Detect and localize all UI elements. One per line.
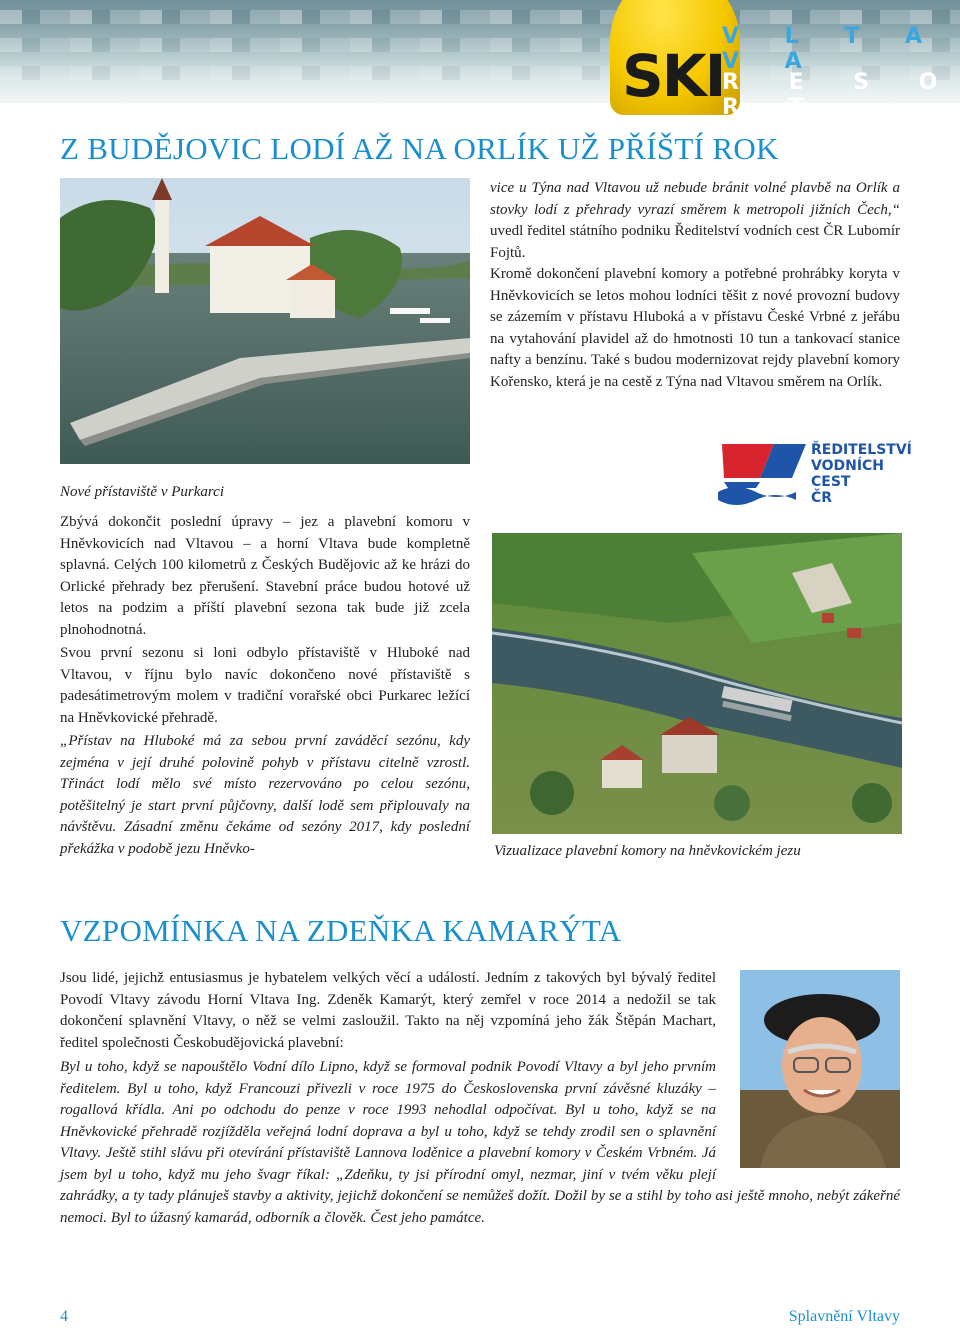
resort-logo-top: V L T A V A [722, 24, 942, 74]
paragraph: Kromě dokončení plavební komory a potřebné prohrábky koryta v Hněvkovicích se letos mohou lodníci těšit z nové provozní budovy se zázemím v přístavu Hluboká a v přístavu České Vrbné z jeřábu na vytahování plavidel až do hmotnosti 10 tun a tankovací stanice nafty a benzínu. Také s budou modernizovat rejdy plavební komory Kořensko, která je na cestě z Týna nad Vltavou směrem na Orlík. [490, 266, 900, 390]
photo1-caption: Nové přístaviště v Purkarci [60, 484, 224, 500]
portrait-wrap-spacer [716, 1057, 900, 1165]
quote-attribution: uvedl ředitel státního podniku Ředitelství vodních cest ČR Lubomír Fojtů. [490, 223, 900, 261]
memorial-quote [60, 1057, 900, 1229]
intro-paragraph: Jsou lidé, jejichž entusiasmus je hybatelem velkých věcí a událostí. Jedním z takových byl bývalý ředitel Povodí Vltavy závodu Horní Vltava Ing. Zdeněk Kamarýt, který zemřel v roce 2014 a nedožil se tak dokončení splavnění Vltavy, o něž se velmi zasloužil. Takto na něj vzpomíná jeho žák Štěpán Machart, ředitel společnosti Českobudějovická plavební: [60, 970, 716, 1051]
memorial-text [60, 968, 716, 1054]
photo2-caption: Vizualizace plavební komory na hněvkovickém jezu [494, 843, 801, 859]
paragraph [490, 178, 900, 264]
photo-lock-visualization [492, 533, 902, 834]
rvc-line: ČR [811, 490, 833, 506]
photo-purkarec-marina [60, 178, 470, 464]
right-column-text [490, 178, 900, 393]
water-texture [0, 10, 960, 24]
header-banner [0, 0, 960, 120]
rvc-line: ŘEDITELSTVÍ [811, 442, 912, 458]
quote-paragraph: „Přístav na Hluboké má za sebou první zaváděcí sezónu, kdy zejména v její druhé polovině pohyb v přístavu citelně vzrostl. Třináct lodí mělo své místo rezervováno po celou sezónu, potěšitelný je start první půjčovny, další lodě sem připlouvaly na návštěvu. Zásadní změnu čekáme od sezóny 2017, kdy poslední překážka v podobě jezu Hněvko- [60, 733, 470, 857]
quote-continuation: vice u Týna nad Vltavou už nebude bránit volné plavbě na Orlík a stovky lodí z přehrady vyrazí směrem k metropoli jižních Čech,“ [490, 180, 900, 218]
section-title-1: Z BUDĚJOVIC LODÍ AŽ NA ORLÍK UŽ PŘÍŠTÍ ROK [60, 131, 779, 166]
paragraph: Svou první sezonu si loni odbylo přístaviště v Hluboké nad Vltavou, v říjnu bylo navíc dokončeno nové přístaviště s padesátimetrovým molem v tradiční vorařské obci Purkarec ležící na Hněvkovické přehradě. [60, 645, 470, 726]
rvc-logo-text [811, 442, 912, 506]
buoy-label: SKI [622, 42, 725, 110]
paragraph: Zbývá dokončit poslední úpravy – jez a plavební komoru v Hněvkovicích nad Vltavou – a horní Vltava bude kompletně splavná. Celých 100 kilometrů z Českých Budějovic až ke hrázi do Orlické přehrady bez přerušení. Stavební práce budou hotové už letos na podzim a příští plavební sezona tak bude již zcela plnohodnotná. [60, 514, 470, 638]
section-title-2: VZPOMÍNKA NA ZDEŇKA KAMARÝTA [60, 913, 622, 948]
resort-logo-bottom: R E S O R T [722, 70, 959, 120]
quote-paragraph: Byl u toho, když se napouštělo Vodní dílo Lipno, když se formoval podnik Povodí Vltavy a byl jeho prvním ředitelem. Byl u toho, když Francouzi přivezli v roce 1975 do Československa první závěsné kluzáky – rogallová křídla. Ani po odchodu do penze v roce 1993 nehodlal odpočívat. Byl u toho, když se na Hněvkovické přehradě rozjížděla veřejná lodní doprava a byl u toho, když se tehdy zrodil sen o splavnění Vltavy. Ještě stihl slávu při otevírání přístaviště Lannova loděnice a plavební komory v Českém Vrbném. Já jsem byl u toho, když mu jeho švagr říkal: „Zdeňku, ty jsi přírodní omyl, nezmar, jiní v tvém věku plejí zahrádky, a ty tady plánuješ stavby a aktivity, jejichž dokončení se nemůžeš dožít. Dožil by se a stihl by toho asi ještě mnoho, nebýt zákeřné nemoci. Byl to úžasný kamarád, odborník a člověk. Čest jeho památce. [60, 1059, 900, 1226]
rvc-line: VODNÍCH [811, 458, 885, 474]
rvc-line: CEST [811, 474, 851, 490]
left-column-text [60, 512, 470, 860]
page-number: 4 [60, 1308, 68, 1325]
footer-title: Splavnění Vltavy [788, 1308, 900, 1325]
